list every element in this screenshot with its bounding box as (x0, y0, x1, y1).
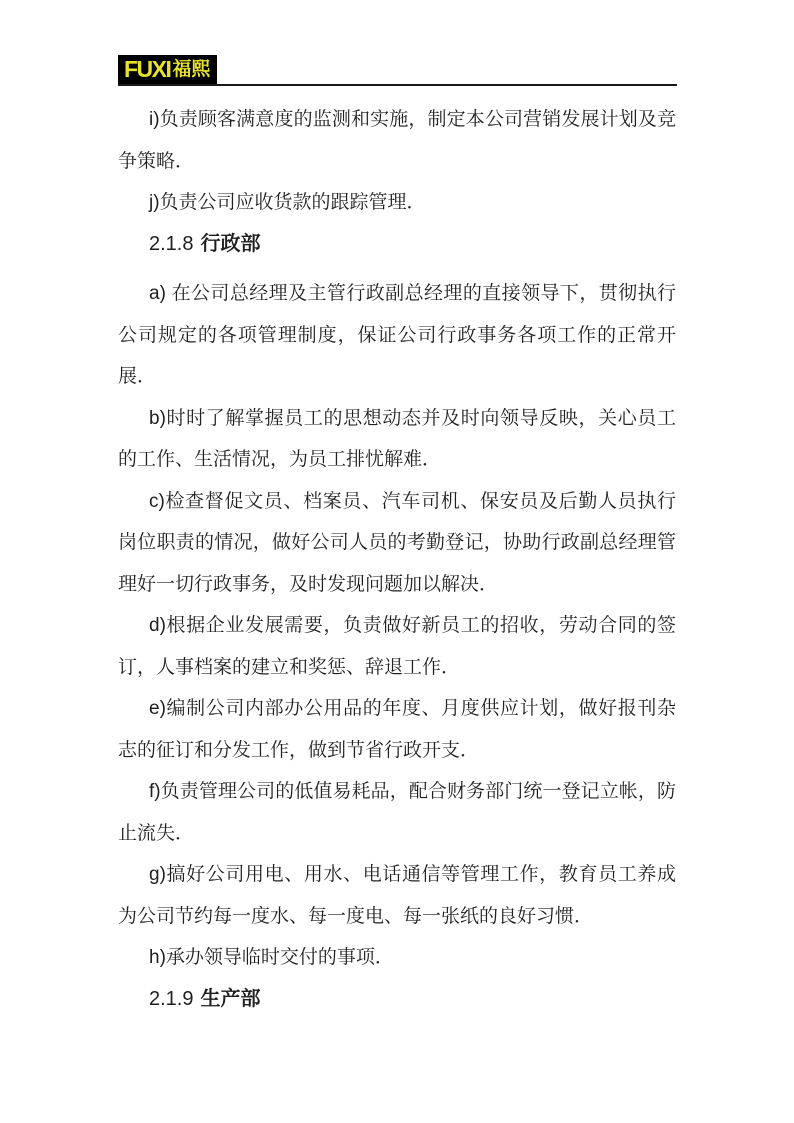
paragraph-j: j)负责公司应收货款的跟踪管理． (149, 192, 426, 213)
logo-cjk-text: 福熙 (172, 59, 211, 80)
heading-number: 2.1.8 (149, 232, 194, 255)
heading-number: 2.1.9 (149, 987, 194, 1010)
paragraph-c: c)检查督促文员、档案员、汽车司机、保安员及后勤人员执行岗位职责的情况，做好公司人员的考勤登记，协助行政副总经理管理好一切行政事务，及时发现问题加以解决． (118, 490, 676, 595)
heading-title: 生产部 (200, 987, 261, 1010)
letterhead (118, 55, 677, 86)
paragraph-f: f)负责管理公司的低值易耗品，配合财务部门统一登记立帐，防止流失． (118, 781, 676, 844)
header-rule (118, 84, 677, 86)
document-body (118, 99, 676, 1028)
paragraph-g: g)搞好公司用电、用水、电话通信等管理工作，教育员工养成为公司节约每一度水、每一度电、每一张纸的良好习惯． (118, 864, 676, 927)
paragraph-i: i)负责顾客满意度的监测和实施，制定本公司营销发展计划及竞争策略． (118, 109, 676, 172)
logo-latin-text: FUXI (124, 56, 171, 82)
paragraph-h: h)承办领导临时交付的事项． (149, 947, 394, 968)
section-heading-2-1-9 (118, 979, 676, 1021)
paragraph-d: d)根据企业发展需要，负责做好新员工的招收，劳动合同的签订，人事档案的建立和奖惩、辞退工作． (118, 615, 676, 678)
section-heading-2-1-8 (118, 224, 676, 266)
paragraph-b: b)时时了解掌握员工的思想动态并及时向领导反映，关心员工的工作、生活情况，为员工排忧解难． (118, 407, 676, 470)
brand-logo (118, 55, 217, 84)
paragraph-e: e)编制公司内部办公用品的年度、月度供应计划，做好报刊杂志的征订和分发工作，做到节省行政开支． (118, 698, 676, 761)
heading-title: 行政部 (200, 232, 261, 255)
paragraph-a: a) 在公司总经理及主管行政副总经理的直接领导下，贯彻执行公司规定的各项管理制度，保证公司行政事务各项工作的正常开展． (118, 283, 676, 387)
